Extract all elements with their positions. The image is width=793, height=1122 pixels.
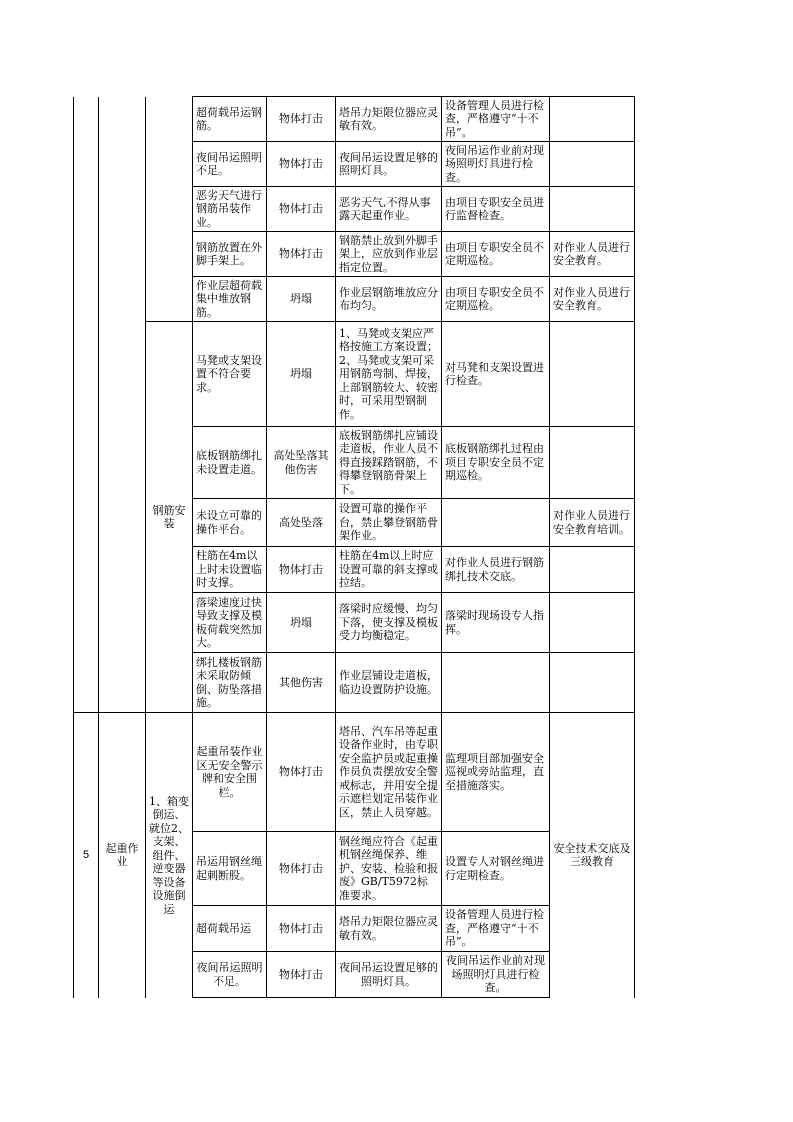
measure-cell: 钢筋禁止放到外脚手架上，应放到作业层指定位置。 — [336, 232, 442, 277]
work-cell — [99, 97, 146, 713]
education-cell — [550, 653, 635, 713]
no-cell — [74, 97, 99, 713]
type-cell: 坍塌 — [267, 277, 336, 322]
hazard-cell: 未设立可靠的操作平台。 — [193, 499, 267, 547]
hazard-cell: 钢筋放置在外脚手架上。 — [193, 232, 267, 277]
measure-cell: 柱筋在4m以上时应设置可靠的斜支撑或拉结。 — [336, 547, 442, 593]
supervision-cell: 落梁时现场设专人指挥。 — [442, 593, 550, 653]
measure-cell: 塔吊力矩限位器应灵敏有效。 — [336, 906, 442, 952]
type-cell: 物体打击 — [267, 97, 336, 142]
measure-cell: 作业层铺设走道板，临边设置防护设施。 — [336, 653, 442, 713]
type-cell: 物体打击 — [267, 906, 336, 952]
hazard-cell: 马凳或支架设置不符合要求。 — [193, 322, 267, 427]
measure-cell: 设置可靠的操作平台，禁止攀登钢筋骨架作业。 — [336, 499, 442, 547]
supervision-cell: 夜间吊运作业前对现场照明灯具进行检查。 — [442, 142, 550, 187]
supervision-cell — [442, 653, 550, 713]
type-cell: 高处坠落 — [267, 499, 336, 547]
type-cell: 物体打击 — [267, 187, 336, 232]
hazard-cell: 超荷载吊运钢筋。 — [193, 97, 267, 142]
measure-cell: 塔吊、汽车吊等起重设备作业时，由专职安全监护员或起重操作员负责摆放安全警戒标志，并用安全提示遮栏划定吊装作业区，禁止人员穿越。 — [336, 713, 442, 832]
supervision-cell: 设备管理人员进行检查，严格遵守“十不吊”。 — [442, 906, 550, 952]
measure-cell: 夜间吊运设置足够的照明灯具。 — [336, 142, 442, 187]
education-cell: 对作业人员进行安全教育。 — [550, 277, 635, 322]
type-cell: 物体打击 — [267, 232, 336, 277]
supervision-cell — [442, 499, 550, 547]
measure-cell: 塔吊力矩限位器应灵敏有效。 — [336, 97, 442, 142]
education-cell — [550, 593, 635, 653]
type-cell: 物体打击 — [267, 832, 336, 906]
hazard-cell: 超荷载吊运 — [193, 906, 267, 952]
supervision-cell: 对马凳和支架设置进行检查。 — [442, 322, 550, 427]
education-cell — [550, 187, 635, 232]
education-cell: 对作业人员进行安全教育。 — [550, 232, 635, 277]
type-cell: 坍塌 — [267, 593, 336, 653]
type-cell: 物体打击 — [267, 952, 336, 998]
hazard-cell: 落梁速度过快导致支撑及模板荷载突然加大。 — [193, 593, 267, 653]
education-cell-lifting: 安全技术交底及三级教育 — [550, 713, 635, 998]
hazard-cell: 绑扎楼板钢筋未采取防倾倒、防坠落措施。 — [193, 653, 267, 713]
table-row — [74, 713, 635, 832]
work-cell-lifting: 起重作业 — [99, 713, 146, 998]
type-cell: 物体打击 — [267, 142, 336, 187]
type-cell: 物体打击 — [267, 547, 336, 593]
education-cell — [550, 322, 635, 427]
table-row — [74, 322, 635, 427]
hazard-cell: 底板钢筋绑扎未设置走道。 — [193, 427, 267, 499]
process-cell-lifting: 1、箱变倒运、就位2、支架、组件、逆变器等设备设施倒运 — [146, 713, 193, 998]
supervision-cell: 由项目专职安全员进行监督检查。 — [442, 187, 550, 232]
hazard-cell: 夜间吊运照明不足。 — [193, 142, 267, 187]
type-cell: 其他伤害 — [267, 653, 336, 713]
type-cell: 物体打击 — [267, 713, 336, 832]
education-cell — [550, 142, 635, 187]
item-number: 5 — [74, 713, 99, 998]
process-cell — [146, 97, 193, 322]
supervision-cell: 对作业人员进行钢筋绑扎技术交底。 — [442, 547, 550, 593]
measure-cell: 夜间吊运设置足够的照明灯具。 — [336, 952, 442, 998]
measure-cell: 钢丝绳应符合《起重机钢丝绳保养、维护、安装、检验和报废》GB/T5972标准要求。 — [336, 832, 442, 906]
hazard-cell: 恶劣天气进行钢筋吊装作业。 — [193, 187, 267, 232]
table-row — [74, 97, 635, 142]
type-cell: 坍塌 — [267, 322, 336, 427]
supervision-cell: 夜间吊运作业前对现场照明灯具进行检查。 — [442, 952, 550, 998]
hazard-cell: 作业层超荷载集中堆放钢筋。 — [193, 277, 267, 322]
supervision-cell: 由项目专职安全员不定期巡检。 — [442, 232, 550, 277]
supervision-cell: 由项目专职安全员不定期巡检。 — [442, 277, 550, 322]
measure-cell: 底板钢筋绑扎应铺设走道板，作业人员不得直接踩踏钢筋，不得攀登钢筋骨架上下。 — [336, 427, 442, 499]
risk-control-table — [73, 96, 635, 998]
measure-cell: 作业层钢筋堆放应分布均匀。 — [336, 277, 442, 322]
type-cell: 高处坠落其他伤害 — [267, 427, 336, 499]
supervision-cell: 底板钢筋绑扎过程由项目专职安全员不定期巡检。 — [442, 427, 550, 499]
process-cell-rebar: 钢筋安装 — [146, 322, 193, 713]
hazard-cell: 柱筋在4m以上时未设置临时支撑。 — [193, 547, 267, 593]
measure-cell: 落梁时应缓慢、均匀下落，使支撑及模板受力均衡稳定。 — [336, 593, 442, 653]
supervision-cell: 设备管理人员进行检查，严格遵守“十不吊”。 — [442, 97, 550, 142]
education-cell: 对作业人员进行安全教育培训。 — [550, 499, 635, 547]
supervision-cell: 设置专人对钢丝绳进行定期检查。 — [442, 832, 550, 906]
measure-cell: 恶劣天气,不得从事露天起重作业。 — [336, 187, 442, 232]
hazard-cell: 夜间吊运照明不足。 — [193, 952, 267, 998]
measure-cell: 1、马凳或支架应严格按施工方案设置；2、马凳或支架可采用钢筋弯制、焊接，上部钢筋较大、较密时，可采用型钢制作。 — [336, 322, 442, 427]
hazard-cell: 吊运用钢丝绳起刺断股。 — [193, 832, 267, 906]
education-cell — [550, 427, 635, 499]
supervision-cell: 监理项目部加强安全巡视或旁站监理，直至措施落实。 — [442, 713, 550, 832]
education-cell — [550, 97, 635, 142]
hazard-cell: 起重吊装作业区无安全警示牌和安全围栏。 — [193, 713, 267, 832]
education-cell — [550, 547, 635, 593]
